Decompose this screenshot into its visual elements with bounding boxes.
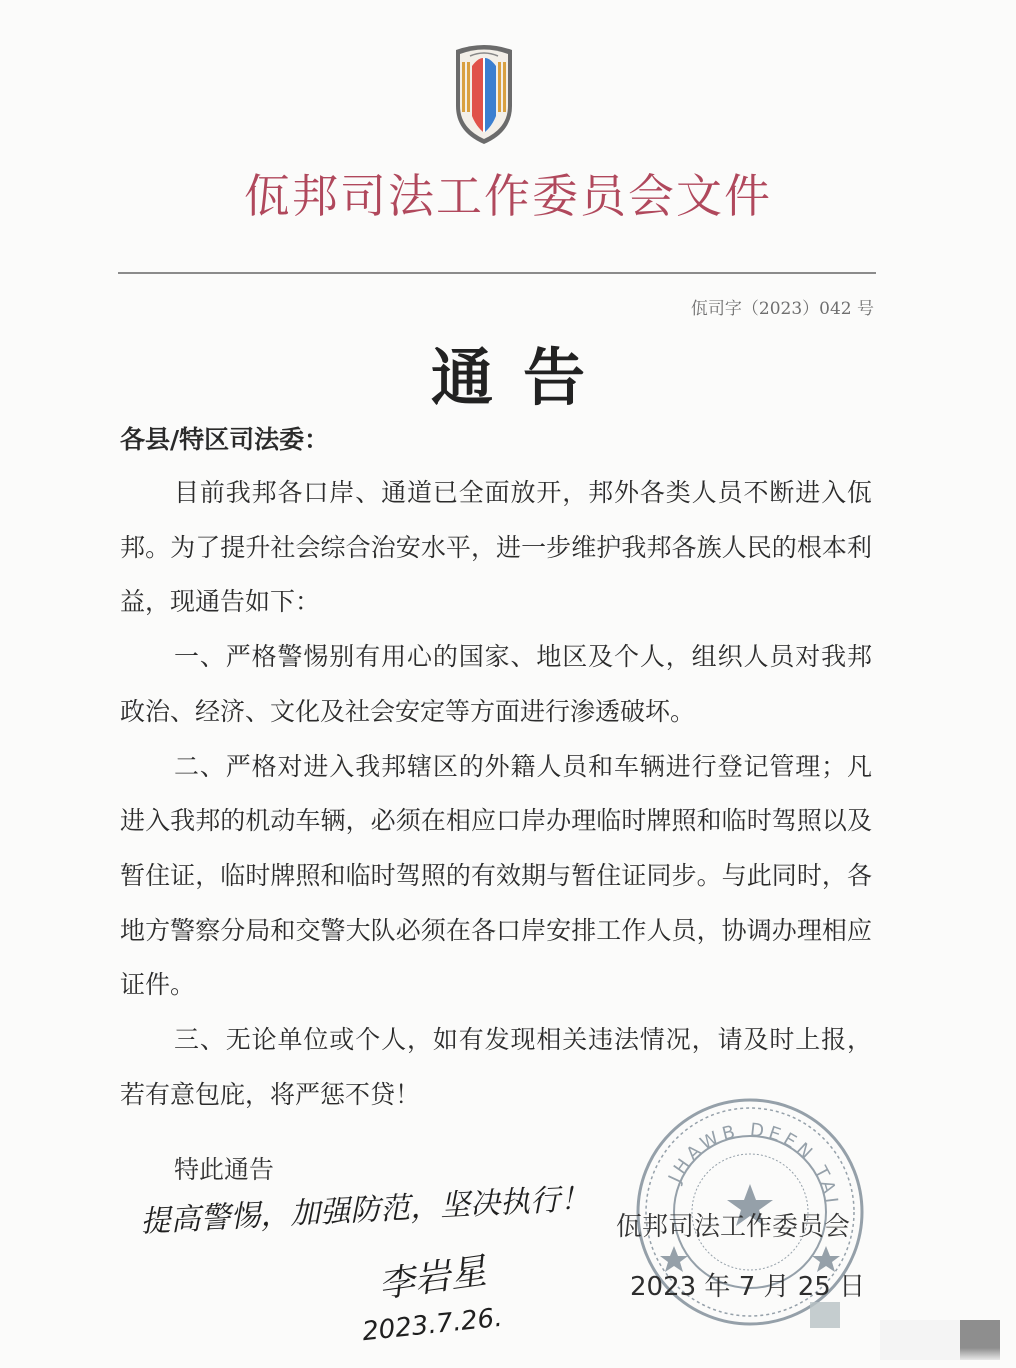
- handwritten-date: 2023.7.26.: [360, 1302, 504, 1348]
- notice-title: 通告: [430, 341, 615, 414]
- signing-date: 2023 年 7 月 25 日: [630, 1272, 866, 1302]
- handwritten-signature: 李岩星: [376, 1250, 489, 1307]
- intro-paragraph: 目前我邦各口岸、通道已全面放开，邦外各类人员不断进入佤邦。为了提升社会综合治安水平，进一步维护我邦各族人民的根本利益，现通告如下：: [120, 478, 872, 617]
- header-divider: [118, 272, 876, 274]
- scan-artifact: [960, 1320, 1000, 1360]
- document-number: 佤司字（2023）042 号: [690, 299, 874, 319]
- item-2-paragraph: 二、严格对进入我邦辖区的外籍人员和车辆进行登记管理；凡进入我邦的机动车辆，必须在相应口岸办理临时牌照和临时驾照以及暂住证，临时牌照和临时驾照的有效期与暂住证同步。与此同时，各地方警察分局和交警大队必须在各口岸安排工作人员，协调办理相应证件。: [120, 751, 872, 1000]
- scan-artifact: [880, 1320, 960, 1360]
- seal-latin-text: JHAWB DEEN TAI: [664, 1119, 842, 1209]
- issuing-authority-header: 佤邦司法工作委员会文件: [244, 169, 772, 223]
- item-3-paragraph: 三、无论单位或个人，如有发现相关违法情况，请及时上报，若有意包庇，将严惩不贷！: [120, 1025, 872, 1109]
- notice-body: [120, 466, 872, 1122]
- shield-emblem-icon: [454, 40, 514, 144]
- scan-artifact: [810, 1302, 840, 1328]
- signing-authority: 佤邦司法工作委员会: [616, 1212, 851, 1242]
- handwritten-note: 提高警惕，加强防范，坚决执行！: [139, 1181, 591, 1240]
- item-1-paragraph: 一、严格警惕别有用心的国家、地区及个人，组织人员对我邦政治、经济、文化及社会安定等方面进行渗透破坏。: [120, 642, 872, 726]
- closing-phrase: 特此通告: [174, 1155, 275, 1184]
- salutation: 各县/特区司法委：: [120, 425, 330, 454]
